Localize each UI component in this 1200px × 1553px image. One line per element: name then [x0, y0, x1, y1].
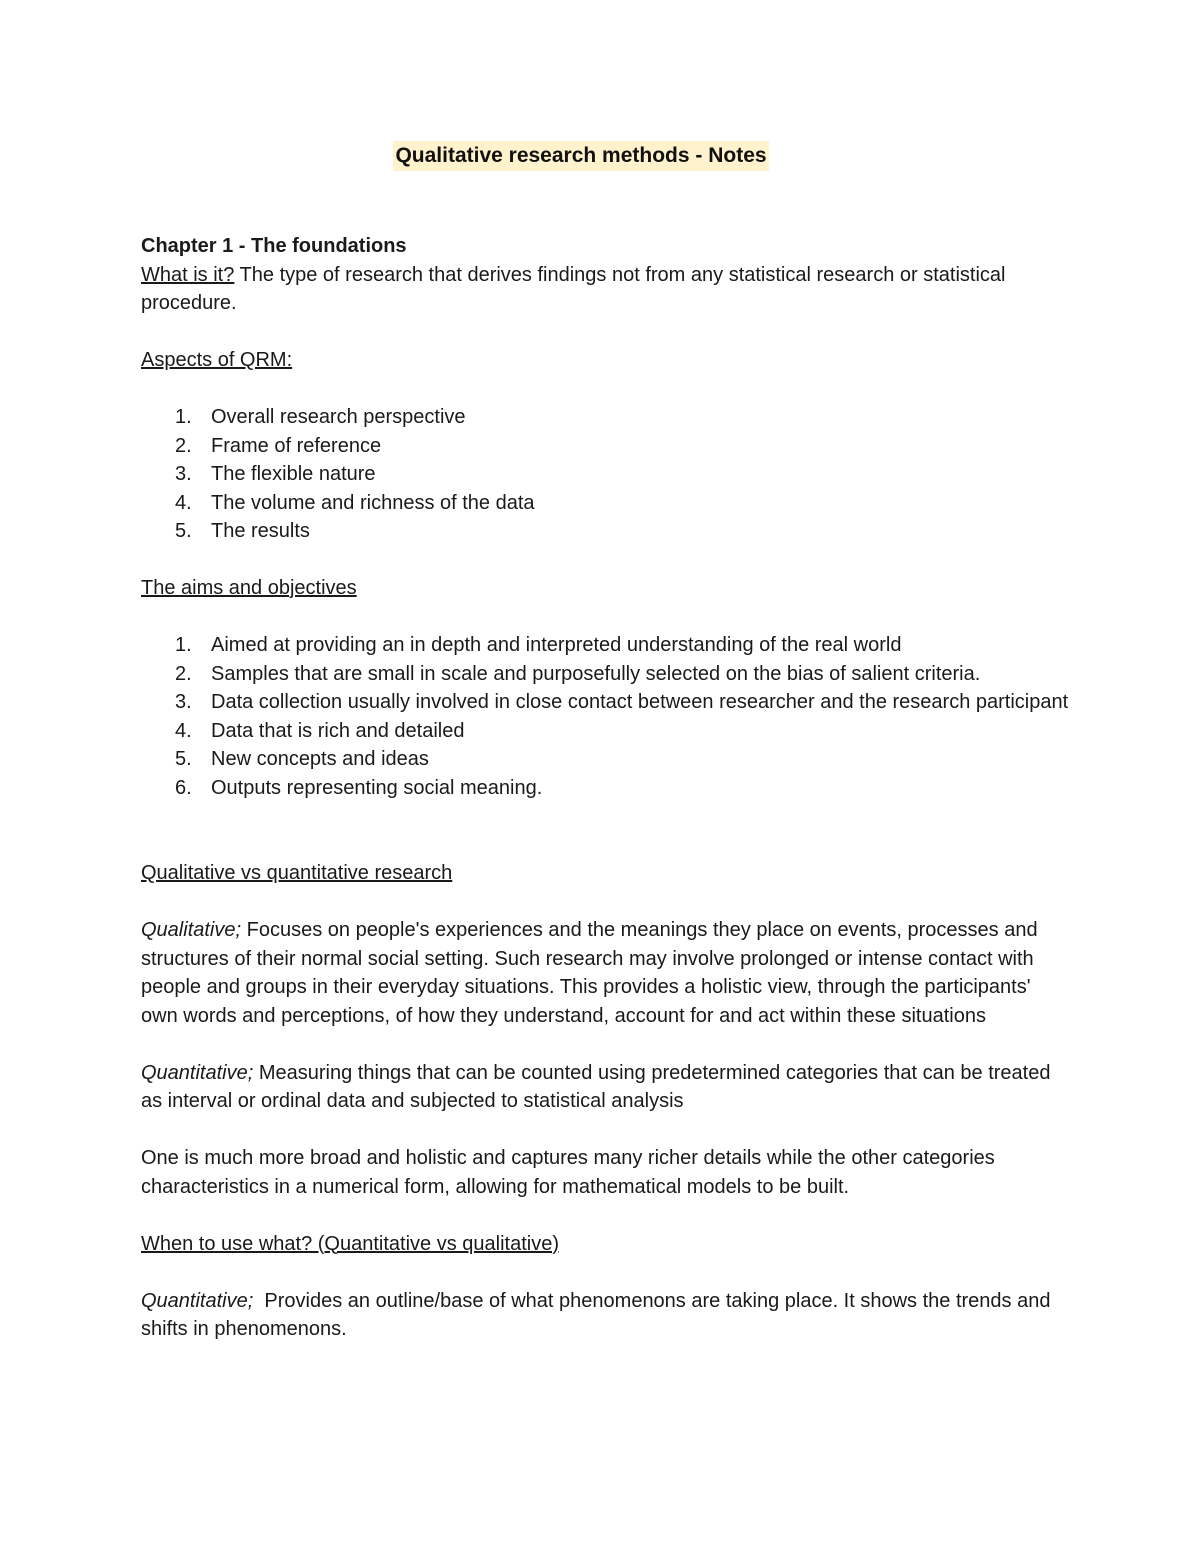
document-page	[141, 141, 1071, 1344]
when-quantitative-label: Quantitative;	[141, 1289, 254, 1312]
aims-heading: The aims and objectives	[141, 577, 357, 599]
list-item: 4. Data that is rich and detailed	[175, 719, 465, 742]
comparison-heading: Qualitative vs quantitative research	[141, 862, 453, 884]
qualitative-label: Qualitative;	[141, 919, 242, 941]
list-item: 3. The flexible nature	[175, 463, 376, 485]
list-item: 4. The volume and richness of the data	[175, 491, 535, 514]
aims-list	[141, 631, 1071, 802]
definition-text: The type of research that derives findings not from any statistical research or statistical procedure.	[141, 263, 1006, 314]
qualitative-text: Focuses on people's experiences and the meanings they place on events, processes and structures of their normal social setting. Such research may involve prolonged or intense contact with people and groups in their everyday situations. This provides a holistic view, through the participants' own words and perceptions, of how they understand, account for and act within these situations	[141, 919, 1038, 1027]
list-item: 1. Overall research perspective	[175, 406, 466, 428]
when-to-use-heading: When to use what? (Quantitative vs qualitative)	[141, 1232, 559, 1255]
aspects-heading: Aspects of QRM:	[141, 349, 293, 371]
title-container	[141, 141, 1021, 171]
list-item: 3. Data collection usually involved in close contact between researcher and the research participant	[175, 691, 1069, 713]
quantitative-paragraph	[141, 1059, 1071, 1116]
aspects-list	[141, 403, 1071, 546]
qualitative-paragraph	[141, 916, 1071, 1030]
comparison-paragraph: One is much more broad and holistic and captures many richer details while the other categories characteristics in a numerical form, allowing for mathematical models to be built.	[141, 1147, 995, 1198]
chapter-heading: Chapter 1 - The foundations	[141, 235, 407, 257]
document-title: Qualitative research methods - Notes	[393, 141, 768, 171]
quantitative-label: Quantitative;	[141, 1061, 254, 1084]
list-item: 5. New concepts and ideas	[175, 748, 429, 770]
definition-paragraph	[141, 261, 1071, 318]
list-item: 2. Samples that are small in scale and purposefully selected on the bias of salient criteria.	[175, 662, 981, 685]
when-quantitative-paragraph	[141, 1287, 1071, 1344]
list-item: 6. Outputs representing social meaning.	[175, 776, 543, 799]
when-quantitative-text: Provides an outline/base of what phenomenons are taking place. It shows the trends and shifts in phenomenons.	[141, 1289, 1057, 1340]
list-item: 5. The results	[175, 520, 310, 542]
list-item: 1. Aimed at providing an in depth and interpreted understanding of the real world	[175, 634, 902, 656]
list-item: 2. Frame of reference	[175, 434, 382, 457]
quantitative-text: Measuring things that can be counted using predetermined categories that can be treated as interval or ordinal data and subjected to statistical analysis	[141, 1061, 1051, 1112]
definition-label: What is it?	[141, 263, 235, 286]
